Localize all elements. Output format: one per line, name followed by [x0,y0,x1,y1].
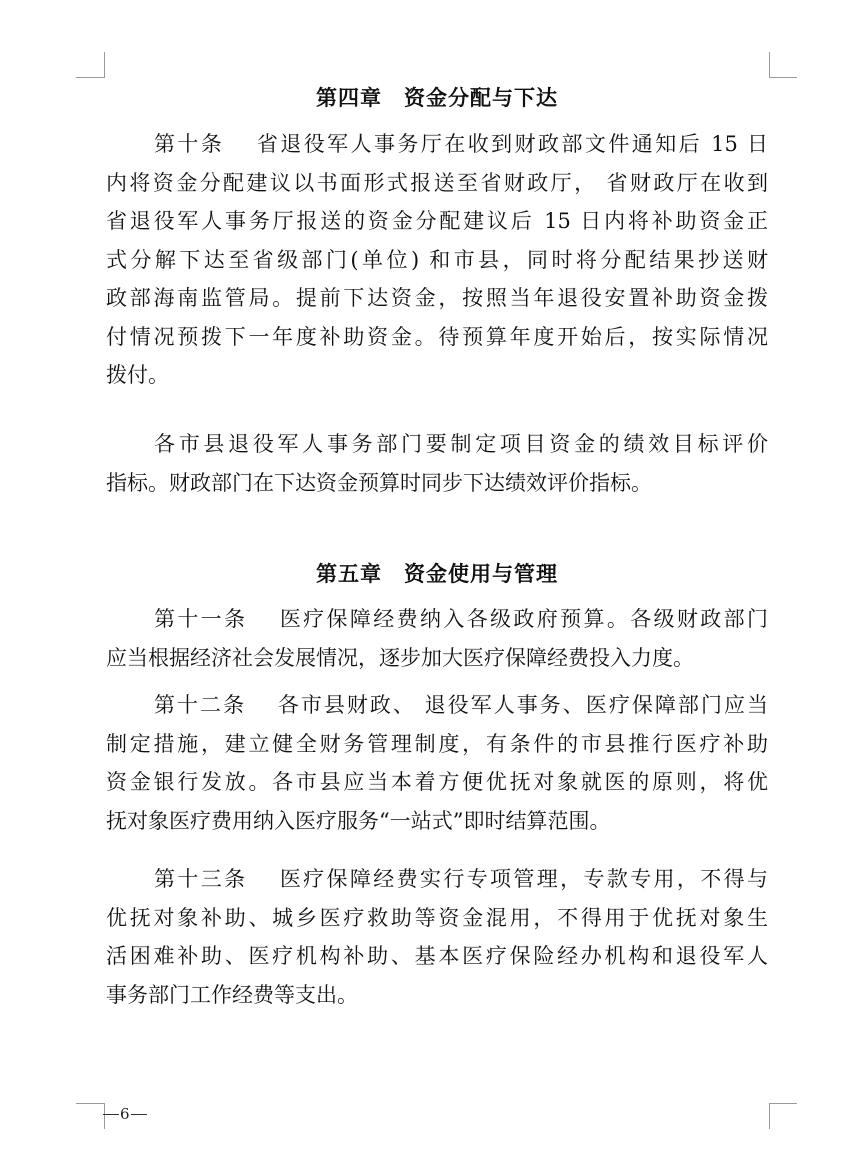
crop-mark-bottom-right [769,1103,770,1129]
crop-mark-bottom-right-h [769,1103,797,1104]
article-10-paragraph [106,125,768,395]
text-line: 内将资金分配建议以书面形式报送至省财政厅， 省财政厅在收到 [106,170,768,195]
page-number-value: 6 [120,1105,130,1123]
text-line: 活困难补助、医疗机构补助、基本医疗保险经办机构和退役军人 [106,944,768,968]
text-line: 式分解下达至省级部门(单位) 和市县，同时将分配结果抄送财 [106,247,768,272]
article-13-paragraph [106,860,768,1014]
text-line: 应当根据经济社会发展情况，逐步加大医疗保障经费投入力度。 [106,645,694,670]
text-line: 事务部门工作经费等支出。 [106,982,358,1007]
text-line: 省退役军人事务厅报送的资金分配建议后 15 日内将补助资金正 [106,209,768,233]
text-line: 政部海南监管局。提前下达资金，按照当年退役安置补助资金拨 [106,286,768,310]
text-line: 付情况预拨下一年度补助资金。待预算年度开始后，按实际情况 [106,324,768,349]
chapter4-heading: 第四章 资金分配与下达 [316,86,558,110]
article-11-paragraph [106,600,768,677]
crop-mark-bottom-left-h [76,1103,105,1104]
crop-mark-top-right-h [769,77,797,78]
chapter5-heading: 第五章 资金使用与管理 [316,562,558,586]
page-number-dash-right [131,1114,147,1115]
text-line: 第十三条 医疗保障经费实行专项管理，专款专用，不得与 [154,867,768,891]
text-line: 指标。财政部门在下达资金预算时同步下达绩效评价指标。 [106,470,652,495]
crop-mark-top-left-h [76,77,105,78]
performance-paragraph [106,425,768,502]
text-line: 抚对象医疗费用纳入医疗服务“一站式”即时结算范围。 [106,808,611,833]
text-line: 第十条 省退役军人事务厅在收到财政部文件通知后 15 日 [154,132,768,156]
page-number [102,1105,148,1123]
text-line: 资金银行发放。各市县应当本着方便优抚对象就医的原则，将优 [106,770,768,794]
text-line: 拨付。 [106,363,169,387]
text-line: 第十二条 各市县财政、 退役军人事务、医疗保障部门应当 [154,693,768,717]
crop-mark-top-right [769,52,770,78]
text-line: 第十一条 医疗保障经费纳入各级政府预算。各级财政部门 [154,607,768,631]
page-number-dash-left [103,1114,119,1115]
text-line: 各市县退役军人事务部门要制定项目资金的绩效目标评价 [154,432,768,456]
article-12-paragraph [106,686,768,840]
text-line: 制定措施，建立健全财务管理制度，有条件的市县推行医疗补助 [106,731,768,756]
crop-mark-top-left [104,52,105,78]
text-line: 优抚对象补助、城乡医疗救助等资金混用，不得用于优抚对象生 [106,905,768,930]
